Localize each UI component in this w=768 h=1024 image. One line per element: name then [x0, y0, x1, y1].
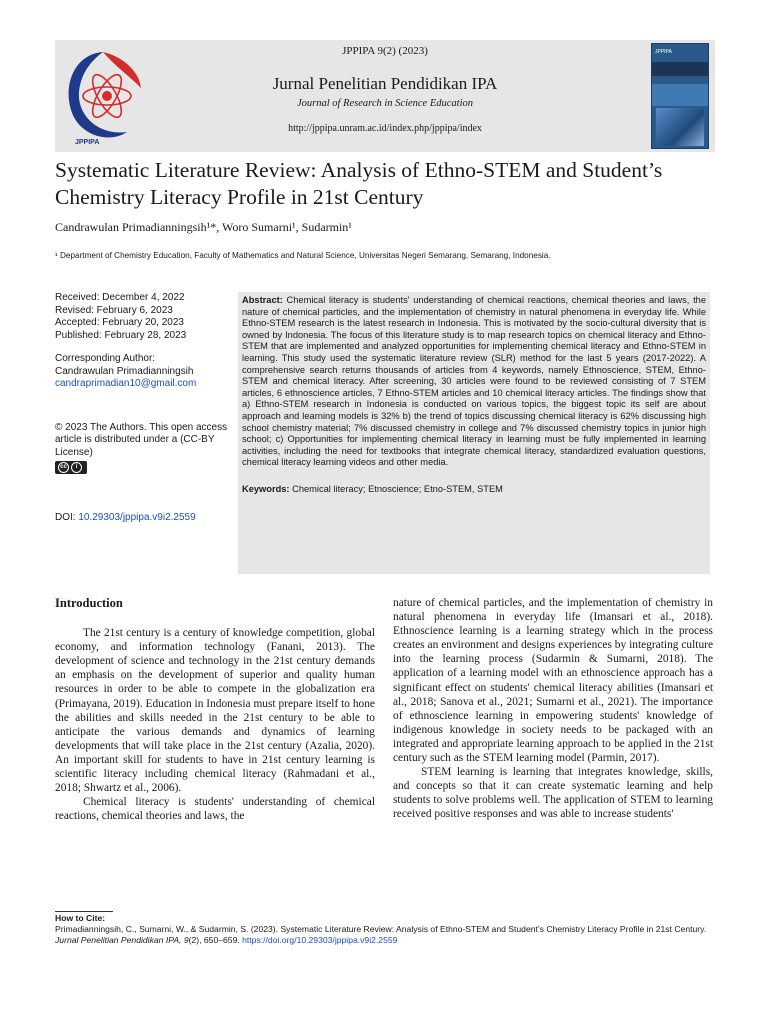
cc-icon: cc — [58, 462, 69, 473]
cite-text — [55, 924, 715, 946]
journal-header — [55, 40, 715, 152]
revised-date: Revised: February 6, 2023 — [55, 304, 173, 316]
corresponding-name: Candrawulan Primadianningsih — [55, 365, 194, 377]
body-paragraph: STEM learning is learning that integrates knowledge, skills, and concepts so that it can create systematic learning and help students to solve problems well. The application of STEM to learning received positive responses and was able to increase students' — [393, 766, 713, 821]
footnote-rule — [55, 911, 113, 912]
journal-subtitle: Journal of Research in Science Education — [296, 98, 474, 109]
doi-label: DOI: — [55, 512, 76, 523]
abstract-text: Chemical literacy is students' understanding of chemical reactions, chemical theories and laws, the nature of chemical particles, and the implementation of chemistry in natural phenomena in everyday life. While Ethno-STEM research is the latest research in Indonesia. This is motivated by the socio-cultural diversity that is owned by Indonesia. The focus of this literature study is to map research topics on chemical literacy and Ethno-STEM that are implemented and analyzed opportunities for implementing chemical literacy and Ethno-STEM in learning. This study used the systematic literature review (SLR) method for the last 5 years (2017-2022). A comprehensive search returns thousands of articles from 4 keywords, namely Ethnoscience, STEM, Ethno-STEM and chemical literacy. After screening, 30 articles were found to be reviewed consisting of 7 STEM articles, 6 ethnoscience articles, 7 Ethno-STEM articles and 10 chemical literacy articles. The findings show that a) Ethno-STEM research in Indonesia is conducted on various topics, the biggest topic its self are about approach and learning models is 32% b) the trend of topics discussing chemical literacy is 62% discussing high school chemistry material; 7% discussed chemistry in college and 7% discussed chemistry topics in junior high school; c) Opportunities for implementing chemical literacy in learning must be fully implemented in learning activities, including the need for textbooks that integrate chemical literacy, standardized evaluation questions, chemical literacy learning videos and other media. — [242, 295, 706, 468]
doi-link[interactable]: 10.29303/jppipa.v9i2.2559 — [78, 512, 196, 523]
abstract-label: Abstract: — [242, 295, 283, 305]
how-to-cite — [55, 913, 715, 946]
logo-text: JPPIPA — [75, 139, 100, 146]
body-paragraph: nature of chemical particles, and the implementation of chemistry in natural phenomena in everyday life (Imansari et al., 2018). Ethnoscience learning is a learning strategy which in the process creates an environment and designs experiences by integrating culture into the learning process (Sudarmin & Sumarni, 2018). The application of a learning model with an ethnoscience approach has a significant effect on students' chemical literacy abilities (Imansari et al., 2018; Sanova et al., 2021; Sumarni et al., 2021). The importance of ethnoscience learning in empowering students' knowledge of indigenous knowledge in society needs to be packaged with an integrated and appropriate learning approach to be applied in the 21st century such as the STEM learning model (Parmin, 2017). — [393, 597, 713, 765]
cite-pages: (2), 650–659. — [188, 935, 240, 945]
journal-url[interactable]: http://jppipa.unram.ac.id/index.php/jppipa/index — [288, 123, 482, 134]
accepted-date: Accepted: February 20, 2023 — [55, 317, 184, 328]
cover-text: JPPIPA — [655, 49, 672, 55]
article-affiliation: ¹ Department of Chemistry Education, Faculty of Mathematics and Natural Science, Universitas Negeri Semarang, Semarang, Indonesia. — [55, 251, 551, 260]
by-icon: i — [71, 462, 82, 473]
abstract-paragraph — [242, 295, 706, 469]
body-right-column — [393, 596, 713, 822]
received-date: Received: December 4, 2022 — [55, 292, 185, 303]
issue-label: JPPIPA 9(2) (2023) — [342, 45, 428, 57]
published-date: Published: February 28, 2023 — [55, 329, 187, 341]
journal-cover-image — [651, 43, 709, 149]
body-paragraph: Chemical literacy is students' understanding of chemical reactions, chemical theories and laws, the — [55, 796, 375, 823]
email-link[interactable]: candraprimadian10@gmail.com — [55, 378, 197, 389]
doi-line — [55, 512, 233, 525]
section-heading: Introduction — [55, 596, 123, 610]
article-title: Systematic Literature Review: Analysis of Ethno-STEM and Student’s Chemistry Literacy Profile in 21st Century — [55, 158, 663, 209]
cite-journal: Jurnal Penelitian Pendidikan IPA, 9 — [55, 935, 189, 945]
cc-by-badge[interactable] — [55, 461, 87, 474]
abstract-box — [238, 292, 710, 574]
body-left-column — [55, 596, 375, 823]
cite-label: How to Cite: — [55, 913, 106, 923]
corresponding-label: Corresponding Author: — [55, 353, 156, 364]
journal-title: Jurnal Penelitian Pendidikan IPA — [272, 74, 498, 93]
article-info — [55, 292, 233, 525]
cite-doi-link[interactable]: https://doi.org/10.29303/jppipa.v9i2.2559 — [242, 935, 398, 945]
license-text: © 2023 The Authors. This open access article is distributed under a (CC-BY License) — [55, 421, 228, 458]
body-paragraph: The 21st century is a century of knowledge competition, global economy, and information technology (Fanani, 2013). The development of science and technology in the 21st century demands an emphasis on the development of superior and quality human resources in order to be able to compete in the globalization era (Primayana, 2019). Education in Indonesia must prepare itself to hone the abilities and skills needed in the 21st century to be able to anticipate the various demands and dynamics of learning developments that will take place in the 21st century (Azalia, 2020). An important skill for students to have in 21st century learning is scientific literacy including chemical literacy (Rahmadani et al., 2018; Shwartz et al., 2006). — [55, 627, 375, 795]
keywords-label: Keywords: — [242, 483, 290, 494]
article-authors: Candrawulan Primadianningsih¹*, Woro Sumarni¹, Sudarmin¹ — [55, 220, 352, 234]
keywords-line — [242, 484, 706, 496]
keywords-text: Chemical literacy; Etnoscience; Etno-STEM, STEM — [292, 483, 503, 494]
cite-authors-title: Primadianningsih, C., Sumarni, W., & Sudarmin, S. (2023). Systematic Literature Review: Analysis of Ethno-STEM and Student’s Chemistry Literacy Profile in 21st Century. — [55, 924, 707, 934]
